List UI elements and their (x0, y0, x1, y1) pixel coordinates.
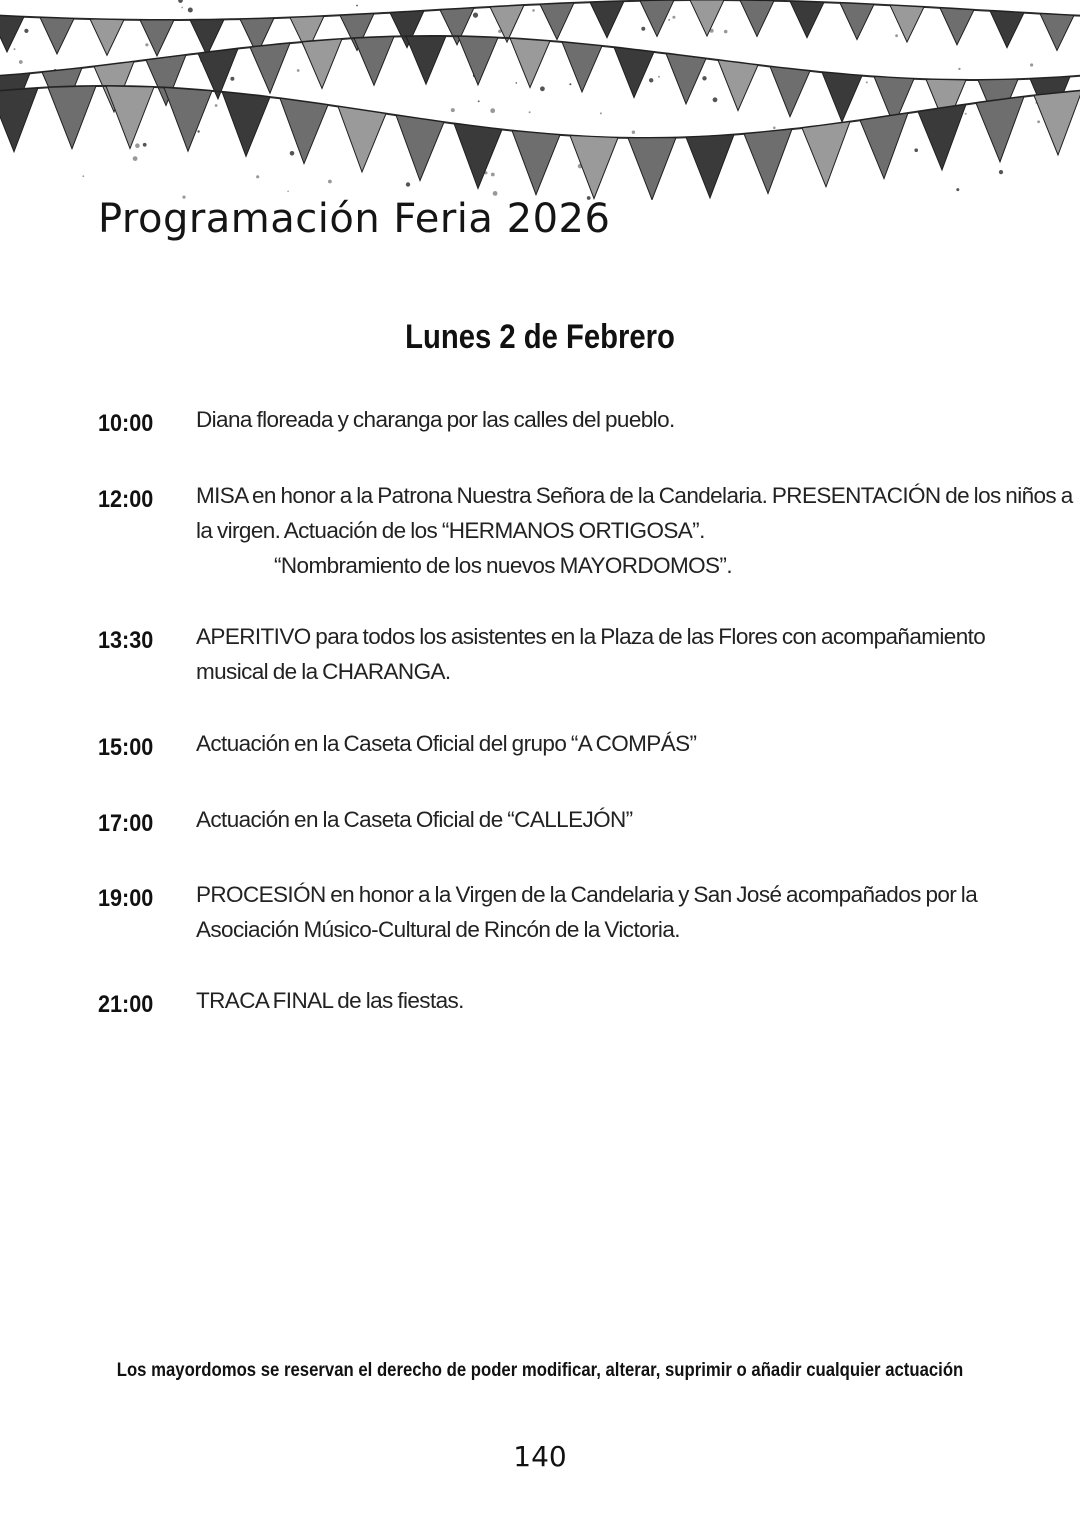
bunting-flag (222, 92, 270, 157)
event-row (98, 478, 1073, 583)
event-description-line: APERITIVO para todos los asistentes en la Plaza de las Flores con acompañamiento (196, 624, 986, 649)
confetti-dot (540, 86, 545, 91)
bunting-flag (338, 106, 386, 172)
bunting-flag (640, 0, 674, 36)
bunting-flag (918, 104, 966, 170)
confetti-dot (181, 7, 183, 9)
event-row (98, 983, 998, 1022)
bunting-flag (976, 97, 1024, 162)
confetti-dot (1037, 120, 1040, 123)
bunting-flag (510, 38, 550, 87)
confetti-dot (914, 148, 918, 152)
bunting-flag (1034, 91, 1080, 155)
confetti-dot (600, 112, 602, 114)
bunting-flag (458, 36, 498, 85)
bunting-flag (628, 138, 676, 200)
event-time: 13:30 (98, 627, 154, 654)
confetti-dot (328, 180, 332, 184)
bunting-flag (0, 15, 24, 52)
confetti-dot (702, 76, 706, 80)
bunting-flag (302, 39, 342, 89)
confetti-dot (773, 127, 776, 130)
event-time: 19:00 (98, 885, 154, 912)
bunting-row-front (0, 86, 1080, 200)
bunting-flag (890, 5, 924, 42)
bunting-flag (590, 1, 624, 38)
confetti-dot (143, 143, 147, 147)
bunting-flag (90, 19, 124, 55)
day-heading: Lunes 2 de Febrero (405, 318, 675, 356)
bunting-flag (406, 36, 446, 84)
bunting-flag (0, 88, 38, 152)
confetti-dot (632, 131, 635, 134)
confetti-dot (649, 78, 653, 82)
confetti-dot (641, 27, 645, 31)
event-description-line: la virgen. Actuación de los “HERMANOS ORTIGOSA”. (196, 518, 705, 543)
bunting-flag (454, 123, 502, 188)
confetti-dot (491, 173, 495, 177)
event-description (196, 983, 998, 1018)
confetti-dot (290, 151, 295, 156)
confetti-dot (287, 191, 289, 193)
confetti-dot (82, 175, 84, 177)
event-description-line: musical de la CHARANGA. (196, 659, 451, 684)
event-description-line: Diana floreada y charanga por las calles del pueblo. (196, 407, 675, 432)
bunting-flag (396, 115, 444, 180)
confetti-dot (668, 19, 670, 21)
confetti-dot (956, 188, 959, 191)
event-row (98, 877, 998, 947)
confetti-dot (895, 34, 898, 37)
event-description-line: “Nombramiento de los nuevos MAYORDOMOS”. (274, 553, 732, 578)
confetti-dot (866, 81, 868, 83)
confetti-dot (188, 8, 193, 13)
confetti-dot (713, 97, 718, 102)
confetti-dot (19, 60, 23, 64)
event-description-line: Actuación en la Caseta Oficial del grupo “A COMPÁS” (196, 731, 697, 756)
event-description (196, 877, 998, 947)
bunting-flag (48, 86, 96, 149)
bunting-flag (250, 43, 290, 93)
confetti-dot (178, 0, 183, 3)
confetti-dot (1030, 63, 1033, 66)
confetti-dot (569, 83, 571, 85)
event-description (196, 726, 998, 761)
bunting-flag (140, 20, 174, 56)
bunting-flags-decoration (0, 0, 1080, 200)
confetti-dot (529, 111, 531, 113)
confetti-dot (473, 13, 478, 18)
bunting-flag (940, 8, 974, 45)
bunting-flag (40, 17, 74, 54)
bunting-flag (802, 122, 850, 187)
event-time: 17:00 (98, 810, 154, 837)
confetti-dot (215, 104, 218, 107)
event-row (98, 402, 998, 441)
bunting-flag (860, 113, 908, 179)
event-time: 21:00 (98, 991, 154, 1018)
confetti-dot (516, 82, 518, 84)
event-time: 12:00 (98, 486, 154, 513)
bunting-flag (562, 42, 602, 92)
event-description-line: TRACA FINAL de las fiestas. (196, 988, 464, 1013)
bunting-row-middle (0, 36, 1080, 128)
confetti-dot (197, 130, 199, 132)
confetti-dot (478, 100, 480, 102)
confetti-dot (145, 43, 148, 46)
bunting-flag (840, 3, 874, 40)
confetti-dot (532, 9, 535, 12)
event-description (196, 619, 998, 689)
bunting-flag (354, 37, 394, 86)
event-description-line: Asociación Músico-Cultural de Rincón de la Victoria. (196, 917, 680, 942)
bunting-flag (164, 88, 212, 152)
bunting-flag (690, 0, 724, 36)
confetti-dot (672, 16, 675, 19)
event-row (98, 726, 998, 765)
bunting-flag (740, 0, 774, 36)
confetti-dot (230, 77, 234, 81)
bunting-flag (990, 11, 1024, 48)
event-description-line: MISA en honor a la Patrona Nuestra Señora de la Candelaria. PRESENTACIÓN de los niños a (196, 483, 1073, 508)
confetti-dot (451, 108, 455, 112)
bunting-flag (744, 129, 792, 193)
event-schedule (98, 402, 1073, 1022)
event-time: 10:00 (98, 410, 154, 437)
bunting-flag (770, 66, 810, 116)
bunting-flag (686, 135, 734, 198)
page-number: 140 (513, 1440, 567, 1473)
event-description-line: PROCESIÓN en honor a la Virgen de la Candelaria y San José acompañados por la (196, 882, 978, 907)
event-description (196, 478, 1073, 583)
confetti-dot (724, 30, 728, 34)
event-description (196, 402, 998, 437)
event-time: 15:00 (98, 734, 154, 761)
confetti-dot (958, 68, 960, 70)
bunting-flag (280, 98, 328, 163)
event-row (98, 802, 998, 841)
event-description-line: Actuación en la Caseta Oficial de “CALLEJÓN” (196, 807, 633, 832)
bunting-flag (512, 131, 560, 195)
confetti-dot (490, 108, 495, 113)
bunting-flag (666, 53, 706, 104)
confetti-dot (133, 156, 138, 161)
confetti-dot (999, 170, 1003, 174)
confetti-dot (24, 29, 28, 33)
bunting-flag (106, 86, 154, 149)
bunting-flag (718, 60, 758, 110)
confetti-dot (658, 76, 660, 78)
event-description (196, 802, 998, 837)
confetti-dot (406, 182, 410, 186)
bunting-flag (790, 1, 824, 38)
bunting-flag (570, 136, 618, 199)
bunting-flag (540, 3, 574, 40)
event-row (98, 619, 998, 689)
confetti-dot (356, 5, 358, 7)
confetti-dot (965, 113, 967, 115)
bunting-flag (614, 47, 654, 97)
bunting-flag (1040, 14, 1074, 51)
confetti-dot (297, 69, 300, 72)
confetti-dot (135, 143, 140, 148)
page-title: Programación Feria 2026 (98, 196, 611, 242)
disclaimer-note: Los mayordomos se reservan el derecho de poder modificar, alterar, suprimir o añadir cualquier actuación (116, 1360, 964, 1381)
confetti-dot (256, 175, 259, 178)
bunting-flag (822, 72, 862, 122)
confetti-dot (14, 48, 16, 50)
